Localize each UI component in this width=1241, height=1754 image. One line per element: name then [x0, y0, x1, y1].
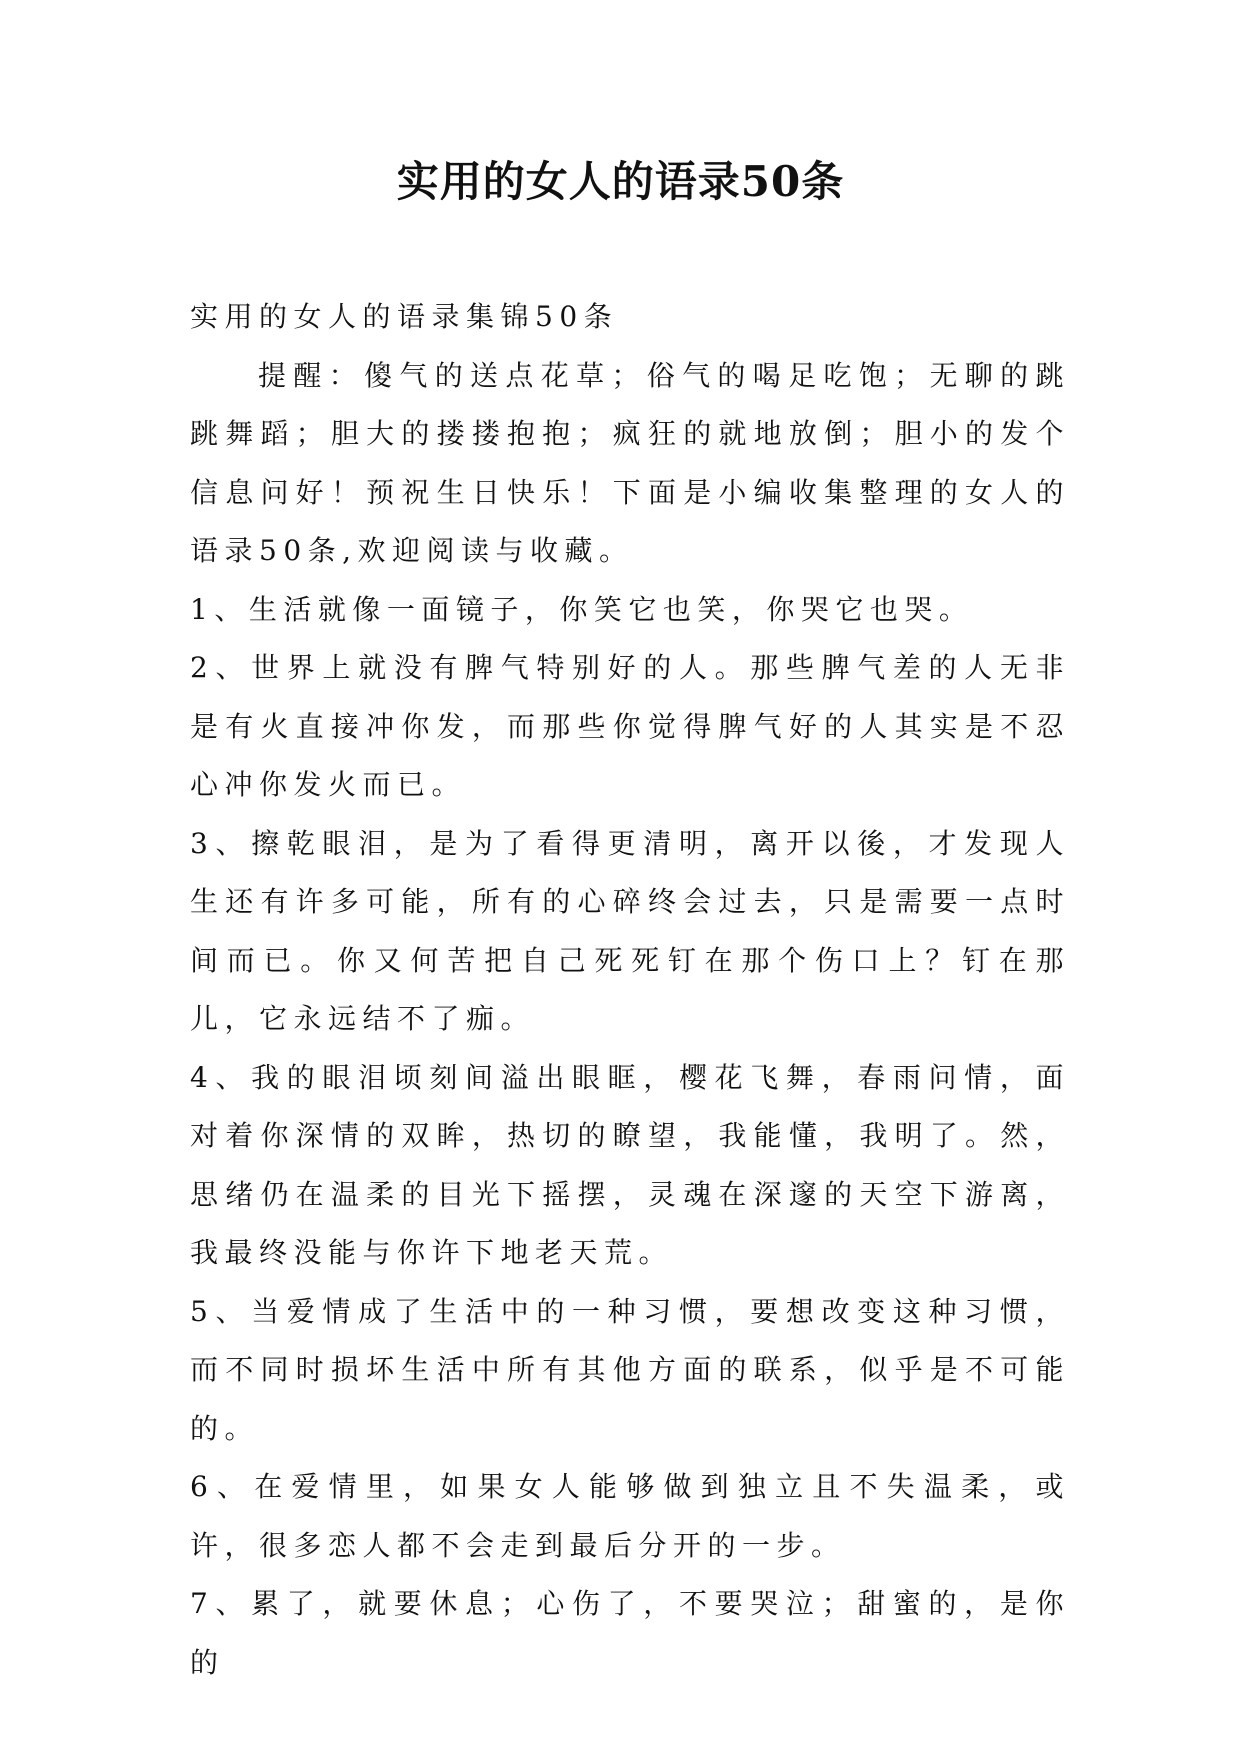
quote-item-4: 4、我的眼泪顷刻间溢出眼眶，樱花飞舞，春雨问情，面对着你深情的双眸，热切的瞭望，我能懂，我明了。然，思绪仍在温柔的目光下摇摆，灵魂在深邃的天空下游离，我最终没能与你许下地老天荒。 — [190, 1060, 1070, 1269]
quote-item-3: 3、擦乾眼泪，是为了看得更清明，离开以後，才发现人生还有许多可能，所有的心碎终会过去，只是需要一点时间而已。你又何苦把自己死死钉在那个伤口上？钉在那儿，它永远结不了痂。 — [190, 826, 1070, 1035]
quote-item-6: 6、在爱情里，如果女人能够做到独立且不失温柔，或许，很多恋人都不会走到最后分开的一步。 — [190, 1470, 1070, 1562]
intro-paragraph: 提醒：傻气的送点花草；俗气的喝足吃饱；无聊的跳跳舞蹈；胆大的搂搂抱抱；疯狂的就地放倒；胆小的发个信息问好！预祝生日快乐！下面是小编收集整理的女人的语录50条,欢迎阅读与收藏。 — [190, 358, 1070, 567]
quote-item-2: 2、世界上就没有脾气特别好的人。那些脾气差的人无非是有火直接冲你发，而那些你觉得脾气好的人其实是不忍心冲你发火而已。 — [190, 651, 1070, 801]
quote-item-5: 5、当爱情成了生活中的一种习惯，要想改变这种习惯，而不同时损坏生活中所有其他方面的联系，似乎是不可能的。 — [190, 1294, 1070, 1445]
document-body — [190, 288, 1070, 1692]
document-title: 实用的女人的语录50条 — [396, 157, 845, 206]
document-subtitle: 实用的女人的语录集锦50条 — [190, 300, 619, 333]
quote-item-1: 1、生活就像一面镜子，你笑它也笑，你哭它也哭。 — [190, 592, 974, 626]
quote-item-7: 7、累了，就要休息；心伤了，不要哭泣；甜蜜的，是你的 — [190, 1587, 1070, 1679]
